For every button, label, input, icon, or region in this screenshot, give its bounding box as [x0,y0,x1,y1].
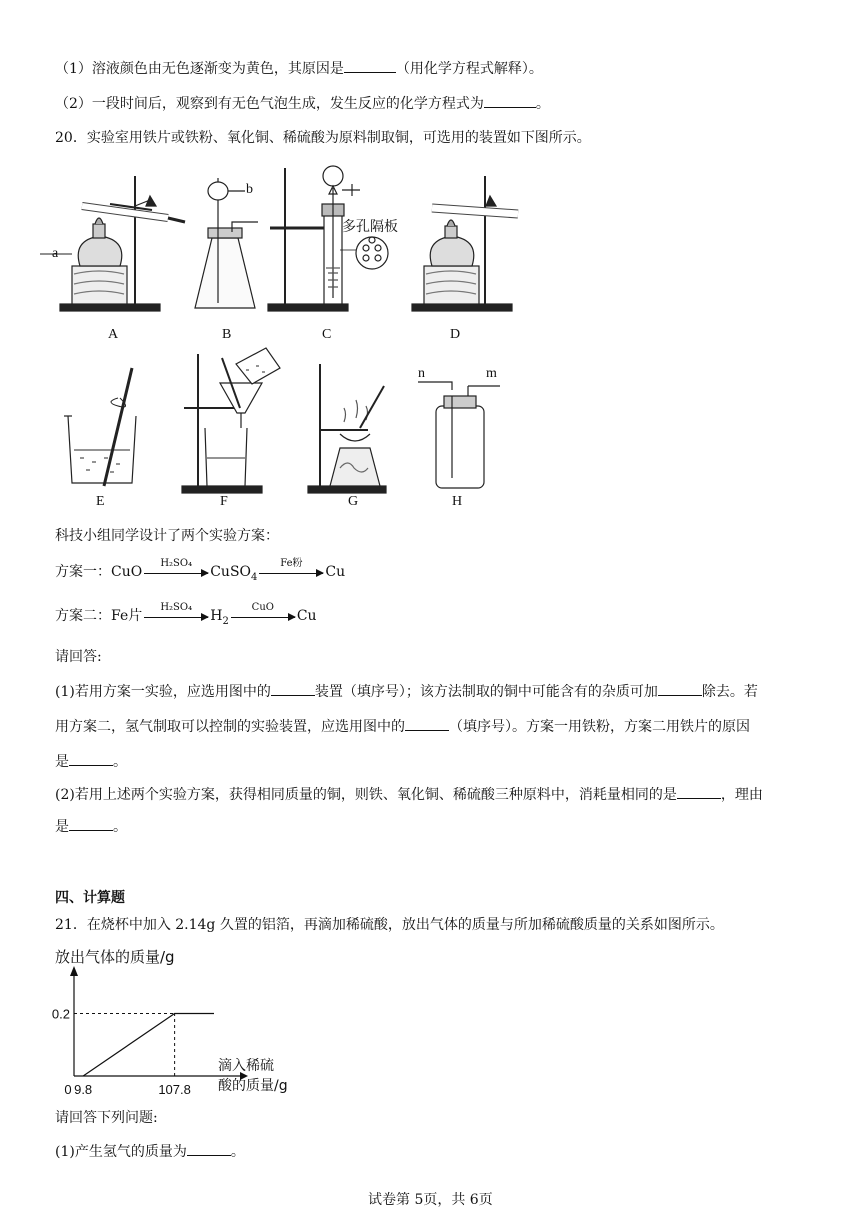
q20-p1-text: 除去。若 [701,684,758,700]
answer-blank[interactable] [658,681,702,696]
apparatus-figure [0,158,860,518]
apparatus-e [64,368,136,486]
apparatus-label-d: D [450,327,461,342]
apparatus-label-e: E [96,494,105,509]
answer-blank[interactable] [69,751,113,766]
answer-blank[interactable] [405,716,449,731]
q21-p1-text: 。 [230,1144,245,1160]
apparatus-label-a: A [108,327,119,342]
q20-p1-text: 装置（填序号）；该方法制取的铜中可能含有的杂质可加 [314,684,658,700]
answer-blank[interactable] [271,681,315,696]
port-label-n: n [418,366,425,381]
reaction-arrow [231,601,295,618]
chart-xlabel-2: 酸的质量/g [218,1078,288,1094]
porous-plate-label: 多孔隔板 [342,219,398,235]
q19-line-1-tail: （用化学方程式解释）。 [395,61,543,77]
q20-p2-text: ，理由 [720,787,763,803]
q20-p1-text: 是 [55,754,69,770]
apparatus-label-g: G [348,494,359,509]
apparatus-g [308,364,386,493]
chart-xlabel-1: 滴入稀硫 [218,1058,274,1074]
answer-blank[interactable] [484,93,536,108]
arrow-reagent: CuO [251,601,274,613]
gas-mass-chart [40,966,340,1096]
arrow-reagent: H₂SO₄ [160,557,193,569]
plan-2-mid-sub: 2 [222,615,229,627]
apparatus-f [182,348,280,493]
apparatus-h [418,382,500,488]
q20-p1-text: 。 [113,754,127,770]
q21-p1 [55,1141,245,1162]
series-line-0 [83,1014,214,1077]
q20-ask: 请回答: [55,649,102,665]
q19-line-2-text: （2）一段时间后，观察到有无色气泡生成，发生反应的化学方程式为 [55,96,484,112]
q20-p1-text: (1)若用方案一实验，应选用图中的 [55,684,271,700]
section-title: 四、计算题 [55,890,125,906]
q21-ask: 请回答下列问题: [55,1110,158,1126]
reaction-arrow [144,601,208,618]
plan-1-mid-sub: 4 [251,571,258,583]
q19-line-1-text: （1）溶液颜色由无色逐渐变为黄色，其原因是 [55,61,344,77]
x-tick-label: 9.8 [74,1082,93,1096]
plan-1-prefix: 方案一： [55,564,111,580]
plan-2-mid: H [210,608,223,624]
q21-p1-text: (1)产生氢气的质量为 [55,1144,187,1160]
q19-line-2 [55,93,550,114]
arrow-reagent: Fe粉 [280,557,303,569]
q19-line-1 [55,58,543,79]
q20-p1-line-2 [55,716,750,737]
arrow-reagent: H₂SO₄ [160,601,193,613]
y-tick-label: 0.2 [51,1006,70,1022]
q20-p1-text: （填序号）。方案一用铁粉，方案二用铁片的原因 [449,719,750,735]
plan-1-end: Cu [325,564,346,580]
y-axis-arrow [70,966,78,976]
q20-p2-text: 是 [55,819,69,835]
plan-2-start: Fe片 [111,608,143,624]
plan-2-end: Cu [296,608,317,624]
chart-ylabel: 放出气体的质量/g [55,948,175,966]
reaction-arrow [259,557,323,574]
q20-p1-line-1 [55,681,758,702]
reaction-arrow [144,557,208,574]
plans-intro: 科技小组同学设计了两个实验方案： [55,528,279,544]
port-label-m: m [486,366,497,381]
apparatus-a [40,176,185,311]
x-tick-label: 107.8 [158,1082,191,1096]
answer-blank[interactable] [677,784,721,799]
plan-2 [55,601,317,632]
answer-blank[interactable] [187,1141,231,1156]
answer-blank[interactable] [69,816,113,831]
plan-1-start: CuO [111,564,143,580]
plan-2-prefix: 方案二： [55,608,111,624]
q20-p2-line-2 [55,816,127,837]
apparatus-c [268,166,388,311]
plan-1 [55,557,346,588]
q20-p1-line-3 [55,751,127,772]
answer-blank[interactable] [344,58,396,73]
plan-1-mid: CuSO [210,564,252,580]
q20-p1-text: 用方案二，氢气制取可以控制的实验装置，应选用图中的 [55,719,405,735]
apparatus-label-f: F [220,494,228,509]
q20-p2-line-1 [55,784,763,805]
q19-line-2-tail: 。 [535,96,550,112]
q21-stem: 21．在烧杯中加入 2.14g 久置的铝箔，再滴加稀硫酸，放出气体的质量与所加稀硫酸质量的关系如图所示。 [55,917,724,933]
part-label-b: b [246,182,253,197]
q20-p2-text: 。 [113,819,127,835]
page-footer: 试卷第 5页，共 6页 [368,1192,493,1208]
apparatus-d [412,176,518,311]
q20-stem: 20．实验室用铁片或铁粉、氧化铜、稀硫酸为原料制取铜，可选用的装置如下图所示。 [55,130,591,146]
x-tick-label: 0 [64,1082,72,1096]
part-label-a: a [52,246,59,261]
apparatus-label-b: B [222,327,232,342]
q20-p2-text: (2)若用上述两个实验方案，获得相同质量的铜，则铁、氧化铜、稀硫酸三种原料中，消耗量相同的是 [55,787,677,803]
apparatus-label-c: C [322,327,332,342]
apparatus-label-h: H [452,494,463,509]
